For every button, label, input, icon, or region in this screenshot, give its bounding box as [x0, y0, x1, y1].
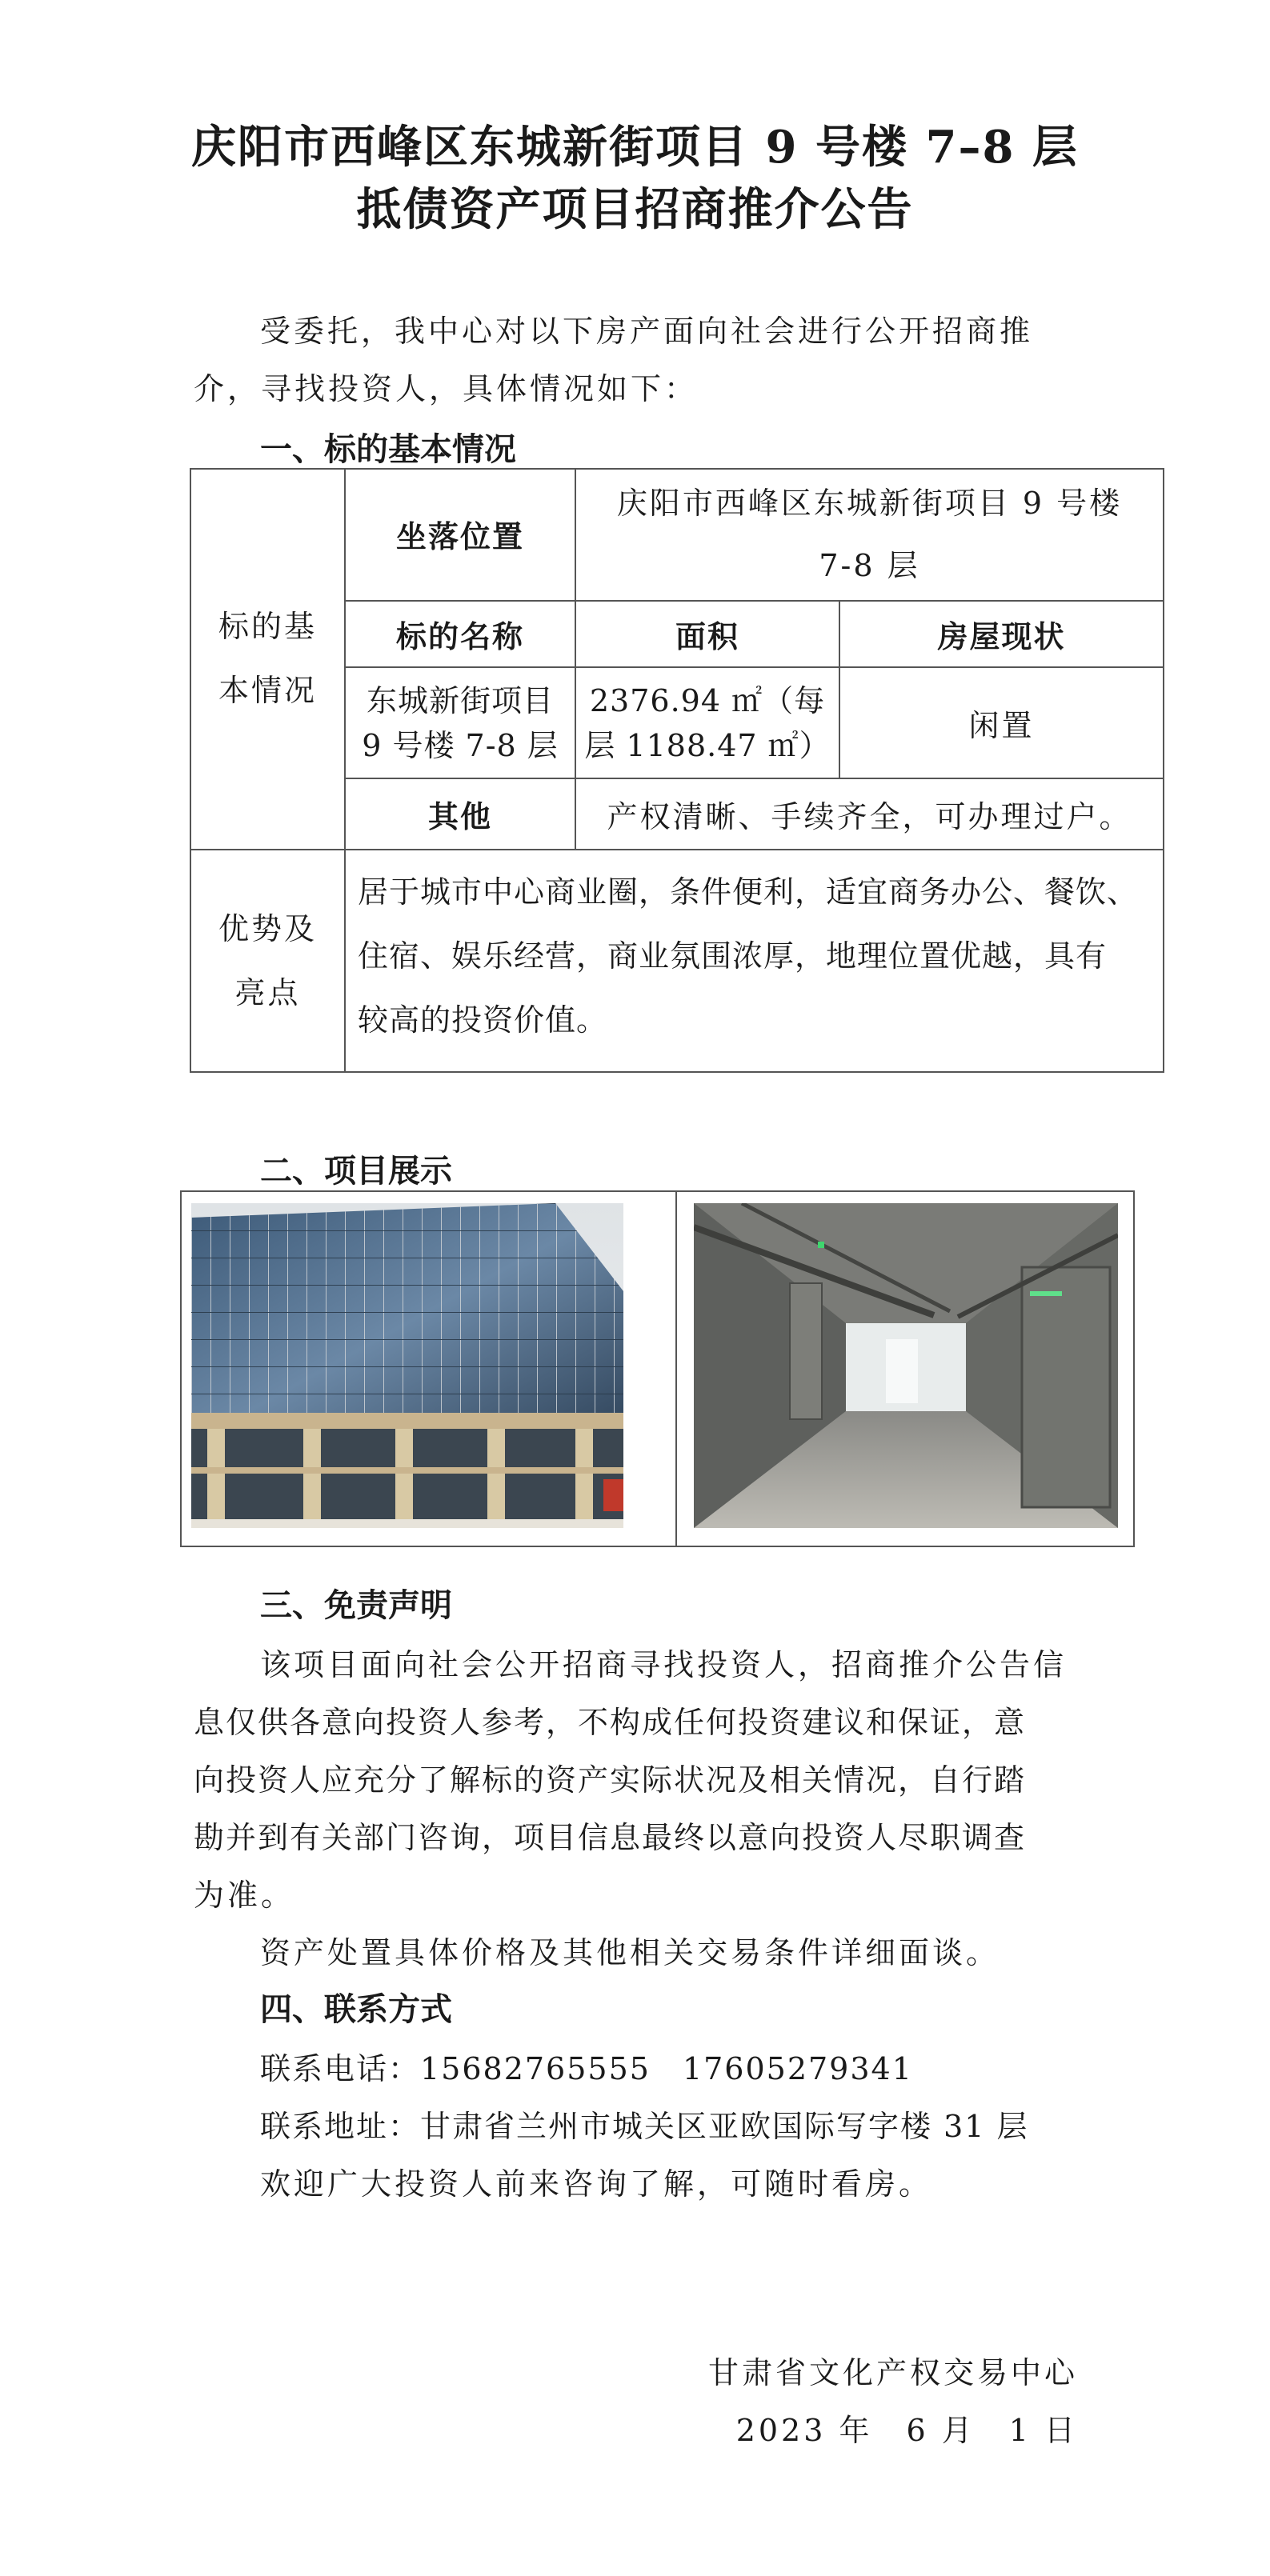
building-facade-photo	[191, 1203, 623, 1528]
document-title-line1: 庆阳市西峰区东城新街项目 9 号楼 7–8 层	[191, 121, 1079, 174]
disclaimer-line3: 向投资人应充分了解标的资产实际状况及相关情况，自行踏	[194, 1762, 1027, 1798]
col-status-header: 房屋现状	[937, 619, 1066, 654]
group1-label-line1: 标的基	[218, 609, 317, 644]
col-area-header: 面积	[675, 619, 739, 654]
advantage-line1: 居于城市中心商业圈，条件便利，适宜商务办公、餐饮、	[358, 874, 1139, 910]
group2-label-line2: 亮点	[234, 975, 301, 1010]
project-photos	[180, 1190, 1135, 1547]
advantage-text	[358, 860, 1158, 1052]
area-value-line1: 2376.94 ㎡（每	[589, 682, 826, 718]
location-value	[576, 468, 1163, 600]
disclaimer-line2: 息仅供各意向投资人参考，不构成任何投资建议和保证，意	[194, 1705, 1027, 1740]
disclaimer-line6: 资产处置具体价格及其他相关交易条件详细面谈。	[260, 1935, 1000, 1970]
group2-label	[191, 850, 344, 1071]
section1-heading: 一、标的基本情况	[260, 431, 516, 468]
advantage-line2: 住宿、娱乐经营，商业氛围浓厚，地理位置优越，具有	[358, 938, 1108, 974]
status-value: 闲置	[968, 708, 1035, 743]
disclaimer-line5: 为准。	[194, 1878, 295, 1913]
intro-line2: 介，寻找投资人，具体情况如下：	[194, 371, 699, 406]
group1-label	[191, 468, 344, 849]
group2-label-line1: 优势及	[218, 911, 317, 946]
document-title-line2: 抵债资产项目招商推介公告	[356, 183, 914, 236]
group1-label-line2: 本情况	[218, 673, 317, 708]
contact-phone: 联系电话：15682765555 17605279341	[260, 2051, 913, 2086]
basic-info-table	[190, 468, 1164, 1073]
issue-date: 2023 年 6 月 1 日	[735, 2413, 1078, 2448]
location-label: 坐落位置	[395, 519, 524, 554]
name-value-line1: 东城新街项目	[366, 682, 554, 718]
section2-heading: 二、项目展示	[260, 1153, 452, 1190]
intro-line1: 受委托，我中心对以下房产面向社会进行公开招商推	[260, 314, 1034, 349]
area-value	[576, 668, 839, 778]
advantage-line3: 较高的投资价值。	[358, 1002, 608, 1038]
col-name-header: 标的名称	[395, 619, 524, 654]
section3-heading: 三、免责声明	[260, 1587, 452, 1624]
contact-address: 联系地址：甘肃省兰州市城关区亚欧国际写字楼 31 层	[260, 2109, 1029, 2144]
welcome-text: 欢迎广大投资人前来咨询了解，可随时看房。	[260, 2166, 933, 2202]
other-value: 产权清晰、手续齐全，可办理过户。	[607, 799, 1132, 834]
disclaimer-line4: 勘并到有关部门咨询，项目信息最终以意向投资人尽职调查	[194, 1820, 1027, 1855]
name-value-line2: 9 号楼 7-8 层	[362, 727, 559, 763]
location-value-line2: 7-8 层	[819, 547, 920, 583]
corridor-interior-photo	[694, 1203, 1118, 1528]
name-value	[346, 668, 575, 778]
disclaimer-line1: 该项目面向社会公开招商寻找投资人，招商推介公告信	[260, 1647, 1068, 1682]
issuer-org: 甘肃省文化产权交易中心	[707, 2355, 1078, 2390]
other-label: 其他	[427, 799, 492, 834]
location-value-line1: 庆阳市西峰区东城新街项目 9 号楼	[616, 485, 1123, 521]
area-value-line2: 层 1188.47 ㎡）	[584, 727, 831, 763]
section4-heading: 四、联系方式	[260, 1991, 452, 2028]
